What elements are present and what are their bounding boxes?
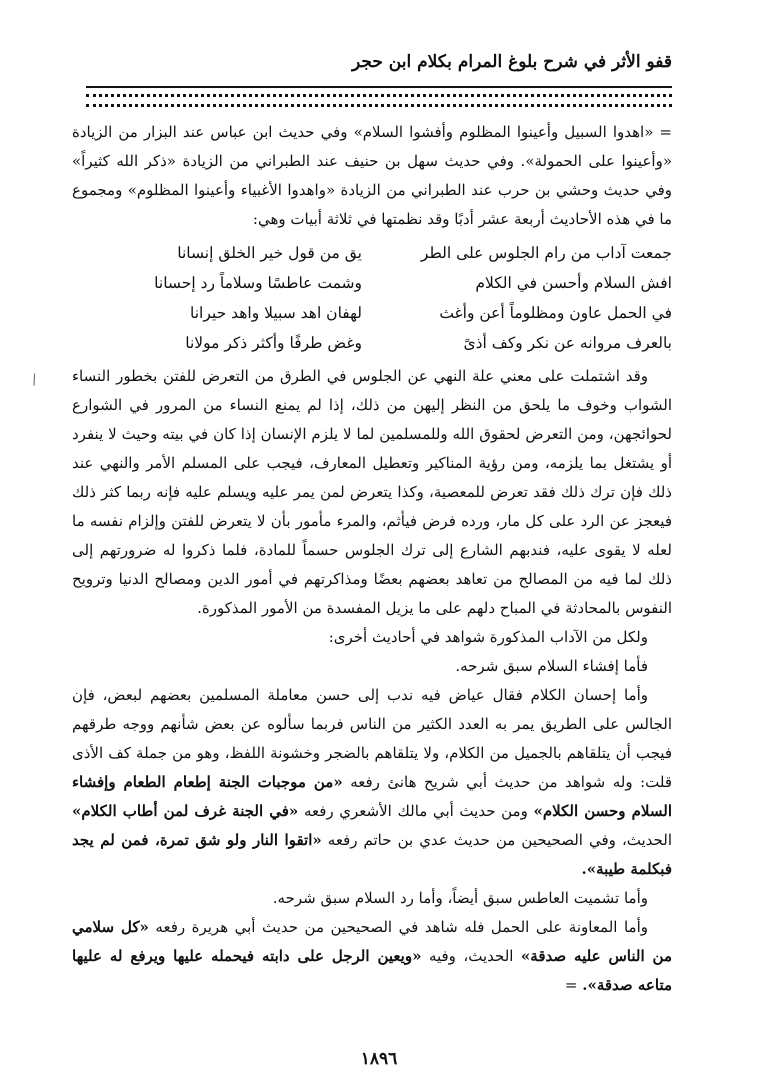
verse-first-hemistich: في الحمل عاون ومظلوماً أعن وأغث xyxy=(439,304,672,322)
hadith-quote: «من موجبات الجنة إطعام الطعام وإفشاء السلام وحسن الكلام» xyxy=(72,773,672,820)
text-run: الحديث، وفي الصحيحين من حديث عدي بن حاتم رفعه xyxy=(327,831,672,849)
page-number: ١٨٩٦ xyxy=(360,1049,398,1069)
verse-line xyxy=(72,238,672,268)
body-text xyxy=(72,118,672,1000)
verse-first-hemistich: بالعرف مروانه عن نكر وكف أذىً xyxy=(463,334,672,352)
hadith-quote: «اتقوا النار ولو شق تمرة، فمن لم يجد فبكلمة طيبة». xyxy=(72,831,672,878)
verse-second-hemistich: يق من قول خير الخلق إنسانا xyxy=(177,244,362,262)
header-rule xyxy=(86,86,672,88)
paragraph-explanation: وقد اشتملت على معني علة النهي عن الجلوس في الطرق من التعرض للفتن بخطور النساء الشواب وخوف ما يلحق من النظر إليهن من ذلك، إذا لم يمنع النساء من المرور في الشوارع لحوائجهن، ومن التعرض لحقوق الله وللمسلمين لما لا يلزم الإنسان إذا كان في بيته وحيث لا ينفرد أو يشتغل بما يلزمه، ومن رؤية المناكير وتعطيل المعارف، فيجب على المسلم الأمر والنهي عند ذلك فإن ترك ذلك فقد تعرض للمعصية، وكذا يتعرض لمن يمر عليه ويسلم عليه فإنه ربما كثر ذلك فيعجز عن الرد على كل مار، ورده فرض فيأثم، والمرء مأمور بأن لا يتعرض للفتن وإلزام نفسه ما لعله لا يقوى عليه، فندبهم الشارع إلى ترك الجلوس حسماً للمادة، فلما ذكروا له ضرورتهم إلى ذلك لما فيه من المصالح من تعاهد بعضهم بعضًا ومذاكرتهم في أمور الدين ومصالح الدنيا وترويح النفوس بالمحادثة في المباح دلهم على ما يزيل المفسدة من الأمور المذكورة. xyxy=(72,367,672,617)
paragraph-helping-carry xyxy=(72,913,672,1000)
paragraph-intro: = «اهدوا السبيل وأعينوا المظلوم وأفشوا السلام» وفي حديث ابن عباس عند البزار من الزيادة «وأعينوا على الحمولة». وفي حديث سهل بن حنيف عند الطبراني من الزيادة «ذكر الله كثيراً» وفي حديث وحشي بن حرب عند الطبراني من الزيادة «واهدوا الأغبياء وأعينوا المظلوم» ومجموع ما في هذه الأحاديث أربعة عشر أدبًا وقد نظمتها في ثلاثة أبيات وهي: xyxy=(72,123,672,228)
continuation-mark: = xyxy=(564,976,578,994)
verse-first-hemistich: جمعت آداب من رام الجلوس على الطر xyxy=(420,244,672,262)
poem xyxy=(72,238,672,358)
hadith-quote: «كل سلامي من الناس عليه صدقة» xyxy=(72,918,672,965)
verse-line xyxy=(72,298,672,328)
paragraph-salam: فأما إفشاء السلام سبق شرحه. xyxy=(455,657,648,675)
hadith-quote: «ويعين الرجل على دابته فيحمله عليها ويرفع له عليها متاعه صدقة». xyxy=(72,947,672,994)
verse-line xyxy=(72,328,672,358)
verse-line xyxy=(72,268,672,298)
dotted-rule-upper xyxy=(86,94,672,97)
verse-second-hemistich: لهفان اهد سبيلا واهد حيرانا xyxy=(190,304,362,322)
paragraph-witnesses: ولكل من الآداب المذكورة شواهد في أحاديث أخرى: xyxy=(328,628,648,646)
text-run: الحديث، وفيه xyxy=(428,947,514,965)
paragraph-sneezer: وأما تشميت العاطس سبق أيضاً، وأما رد السلام سبق شرحه. xyxy=(272,889,648,907)
text-run: ومن حديث أبي مالك الأشعري رفعه xyxy=(303,802,528,820)
running-header: قفو الأثر في شرح بلوغ المرام بكلام ابن حجر xyxy=(352,52,672,72)
margin-mark: / xyxy=(30,371,39,389)
text-run: وأما المعاونة على الحمل فله شاهد في الصحيحين من حديث أبي هريرة رفعه xyxy=(155,918,648,936)
dotted-rule-lower xyxy=(86,104,672,107)
text-run: وأما إحسان الكلام فقال عياض فيه ندب إلى حسن معاملة المسلمين بعضهم لبعض، فإن الجالس على الطريق يمر به العدد الكثير من الناس فربما سألوه عن بعض شأنهم ووجه طرقهم فيجب أن يتلقاهم بالجميل من الكلام، ولا يتلقاهم بالضجر وخشونة اللفظ، وهو من جملة كف الأذى قلت: وله شواهد من حديث أبي شريح هانئ رفعه xyxy=(72,686,672,791)
verse-second-hemistich: وشمت عاطسًا وسلاماً رد إحسانا xyxy=(154,274,362,292)
hadith-quote: «في الجنة غرف لمن أطاب الكلام» xyxy=(72,802,299,820)
paragraph-good-speech xyxy=(72,681,672,884)
verse-first-hemistich: افش السلام وأحسن في الكلام xyxy=(475,274,672,292)
verse-second-hemistich: وغض طرفًا وأكثر ذكر مولانا xyxy=(185,334,362,352)
